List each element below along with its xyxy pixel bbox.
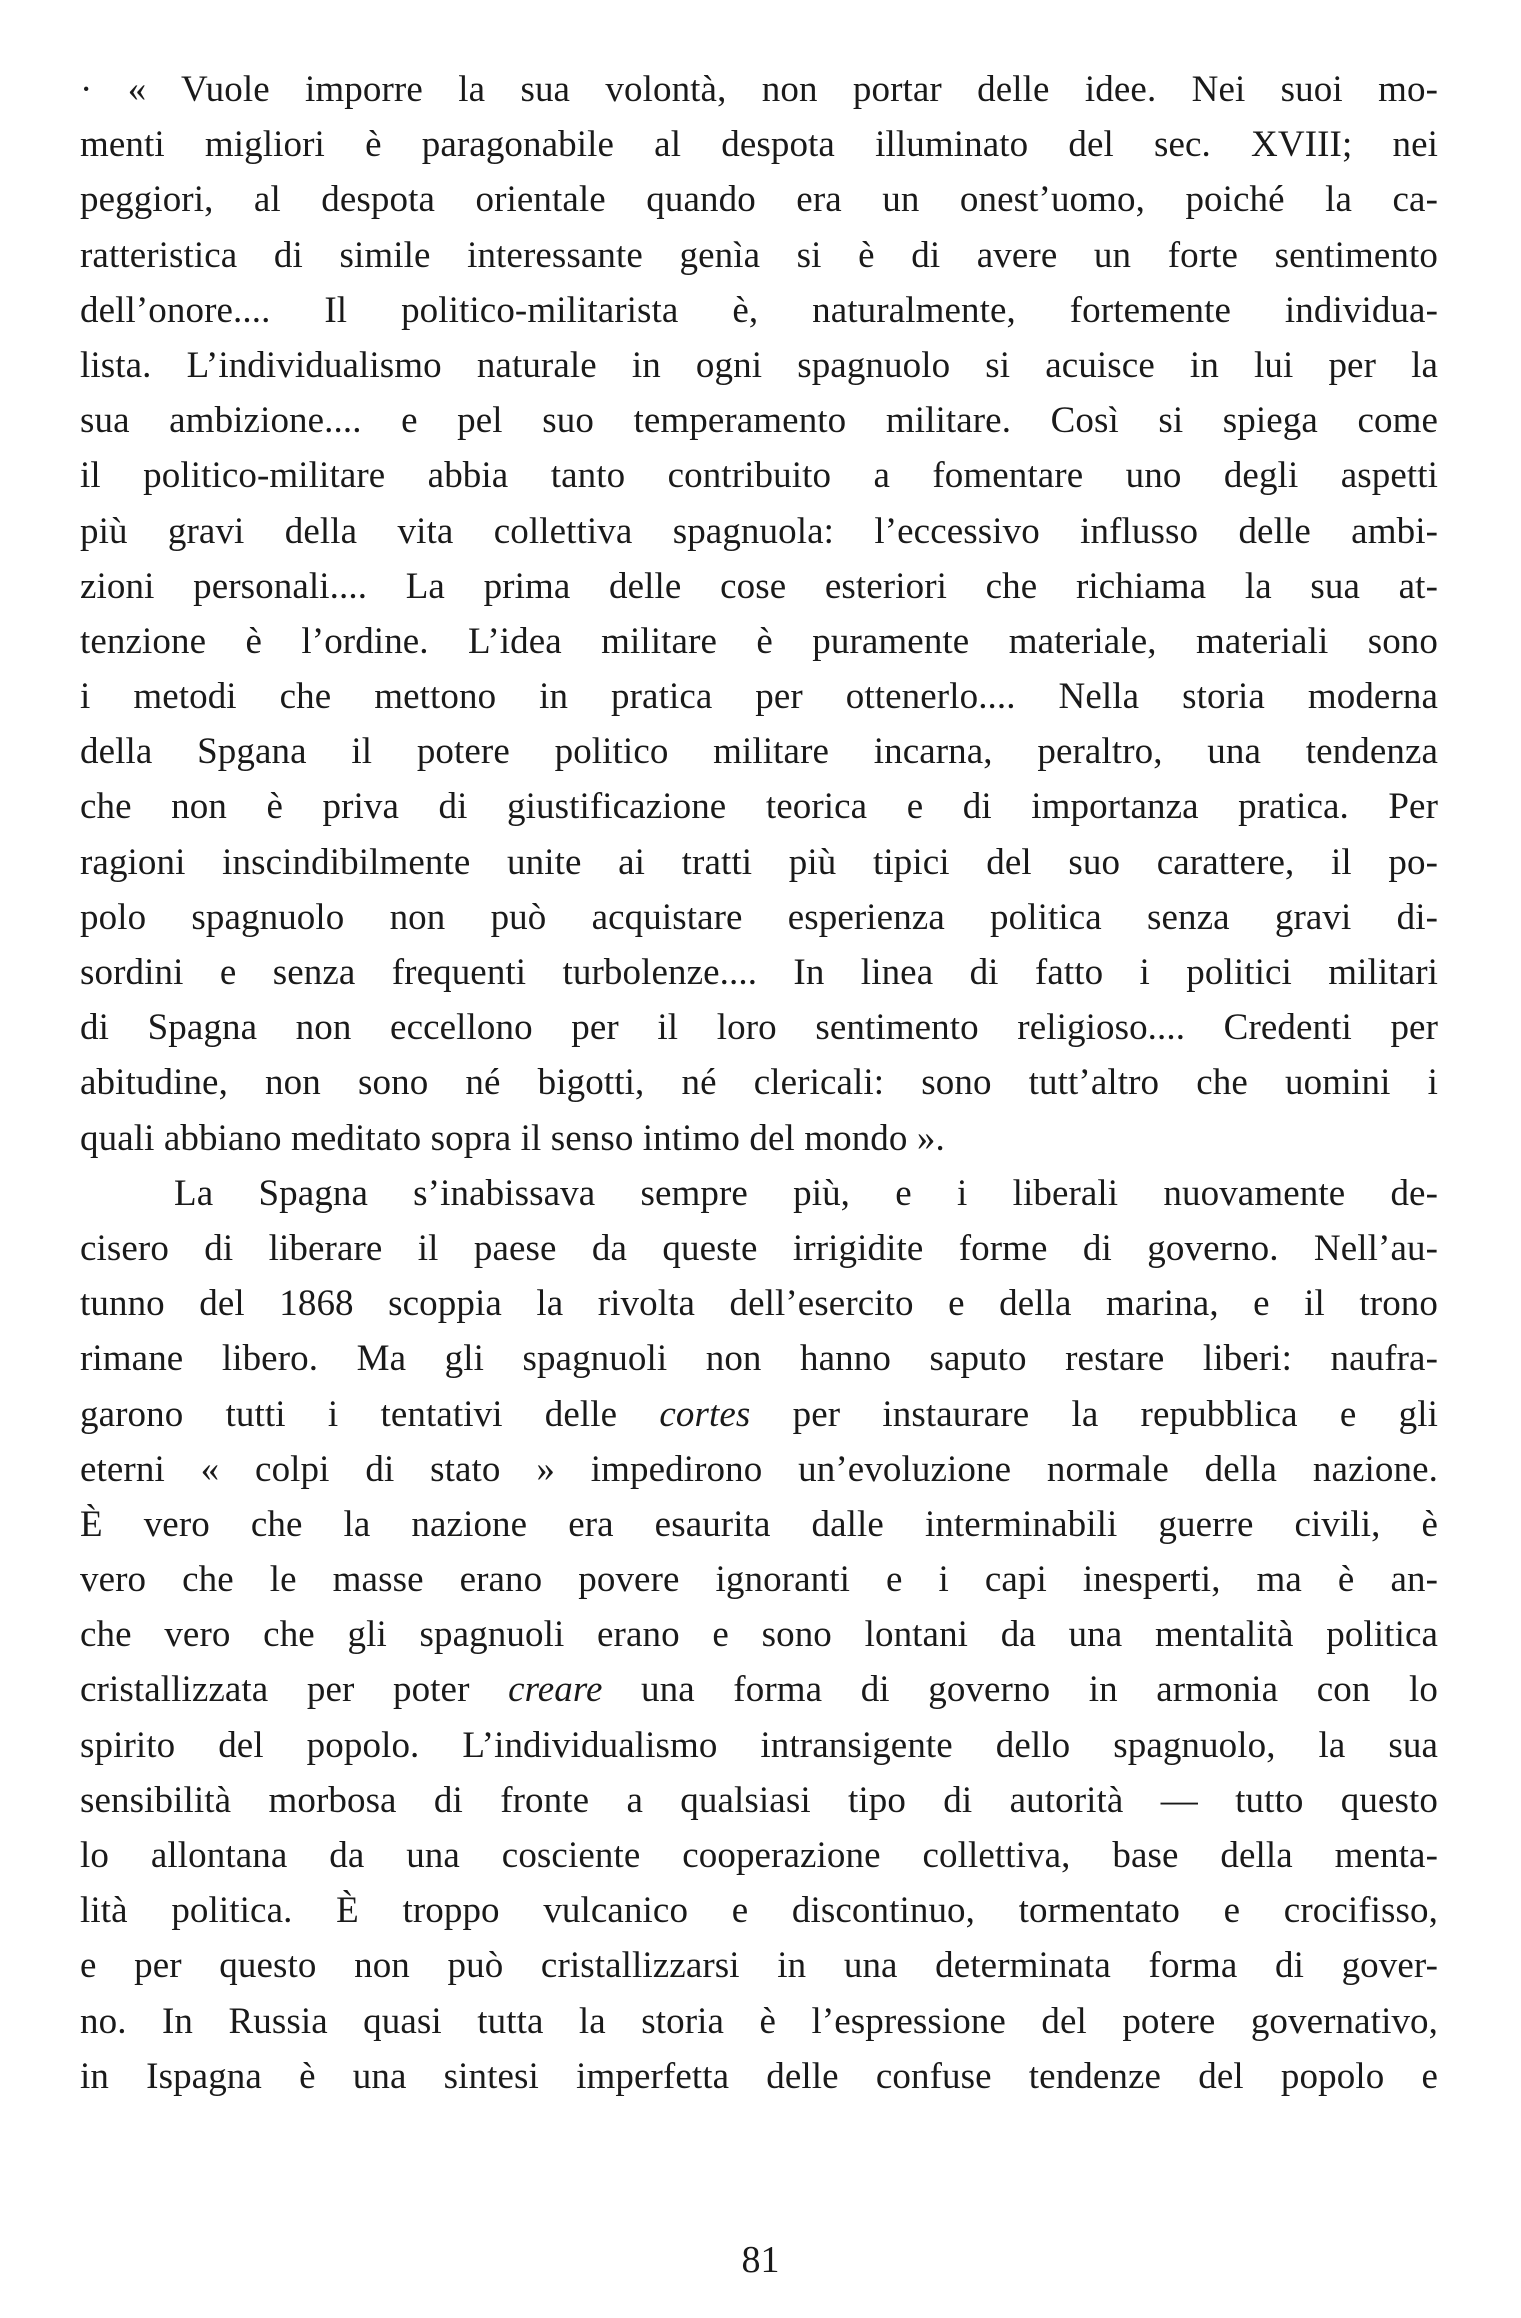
text-line: dell’onore.... Il politico-militarista è, naturalmente, fortemente individua- xyxy=(80,289,1438,331)
text-line: rimane libero. Ma gli spagnuoli non hanno saputo restare liberi: naufra- xyxy=(80,1338,1438,1380)
text-line: no. In Russia quasi tutta la storia è l’espressione del potere governativo, xyxy=(80,2000,1438,2042)
text-line: più gravi della vita collettiva spagnuola: l’eccessivo influsso delle ambi- xyxy=(80,510,1438,552)
text-line: di Spagna non eccellono per il loro sentimento religioso.... Credenti per xyxy=(80,1007,1438,1049)
text-line: lità politica. È troppo vulcanico e discontinuo, tormentato e crocifisso, xyxy=(80,1890,1438,1932)
text-line: abitudine, non sono né bigotti, né clericali: sono tutt’altro che uomini i xyxy=(80,1062,1438,1104)
text-line: i metodi che mettono in pratica per ottenerlo.... Nella storia moderna xyxy=(80,676,1438,718)
text-line: peggiori, al despota orientale quando era un onest’uomo, poiché la ca- xyxy=(80,179,1438,221)
page-body xyxy=(80,62,1438,2104)
paragraph-main xyxy=(80,1166,1438,2104)
text-line: eterni « colpi di stato » impedirono un’evoluzione normale della nazione. xyxy=(80,1448,1438,1490)
text-line: ratteristica di simile interessante genìa si è di avere un forte sentimento xyxy=(80,234,1438,276)
text-line: tenzione è l’ordine. L’idea militare è puramente materiale, materiali sono xyxy=(80,620,1438,662)
text-line: tunno del 1868 scoppia la rivolta dell’esercito e della marina, e il trono xyxy=(80,1283,1438,1325)
text-line: ragioni inscindibilmente unite ai tratti più tipici del suo carattere, il po- xyxy=(80,841,1438,883)
text-line: sordini e senza frequenti turbolenze.... In linea di fatto i politici militari xyxy=(80,952,1438,993)
text-line: spirito del popolo. L’individualismo intransigente dello spagnuolo, la sua xyxy=(80,1724,1438,1766)
italic-word: creare xyxy=(508,1669,603,1711)
text-line: cisero di liberare il paese da queste irrigidite forme di governo. Nell’au- xyxy=(80,1227,1438,1269)
text-line: sensibilità morbosa di fronte a qualsiasi tipo di autorità — tutto questo xyxy=(80,1779,1438,1821)
text-line: La Spagna s’inabissava sempre più, e i liberali nuovamente de- xyxy=(174,1172,1438,1214)
text-line: · « Vuole imporre la sua volontà, non portar delle idee. Nei suoi mo- xyxy=(80,69,1438,110)
text-line: cristallizzata per poter creare una forma di governo in armonia con lo xyxy=(80,1669,1438,1711)
text-line: il politico-militare abbia tanto contribuito a fomentare uno degli aspetti xyxy=(80,455,1438,497)
italic-word: cortes xyxy=(659,1393,751,1435)
text-line: garono tutti i tentativi delle cortes per instaurare la repubblica e gli xyxy=(80,1393,1438,1435)
text-line: lo allontana da una cosciente cooperazione collettiva, base della menta- xyxy=(80,1835,1438,1876)
page-number: 81 xyxy=(741,2239,780,2281)
paragraph-quote xyxy=(80,62,1438,1166)
text-line: vero che le masse erano povere ignoranti e i capi inesperti, ma è an- xyxy=(80,1559,1438,1601)
text-line: zioni personali.... La prima delle cose esteriori che richiama la sua at- xyxy=(80,565,1438,607)
text-line: e per questo non può cristallizzarsi in una determinata forma di gover- xyxy=(80,1945,1438,1987)
text-line: che vero che gli spagnuoli erano e sono lontani da una mentalità politica xyxy=(80,1614,1438,1656)
text-line: lista. L’individualismo naturale in ogni spagnuolo si acuisce in lui per la xyxy=(80,344,1438,386)
text-line: della Spgana il potere politico militare incarna, peraltro, una tendenza xyxy=(80,731,1438,773)
text-line: È vero che la nazione era esaurita dalle interminabili guerre civili, è xyxy=(80,1503,1438,1545)
text-line: sua ambizione.... e pel suo temperamento militare. Così si spiega come xyxy=(80,400,1438,442)
text-line: in Ispagna è una sintesi imperfetta delle confuse tendenze del popolo e xyxy=(80,2055,1438,2097)
text-line: polo spagnuolo non può acquistare esperienza politica senza gravi di- xyxy=(80,896,1438,938)
text-line: che non è priva di giustificazione teorica e di importanza pratica. Per xyxy=(80,786,1438,828)
text-line: menti migliori è paragonabile al despota illuminato del sec. XVIII; nei xyxy=(80,124,1438,166)
text-line: quali abbiano meditato sopra il senso intimo del mondo ». xyxy=(80,1117,945,1159)
